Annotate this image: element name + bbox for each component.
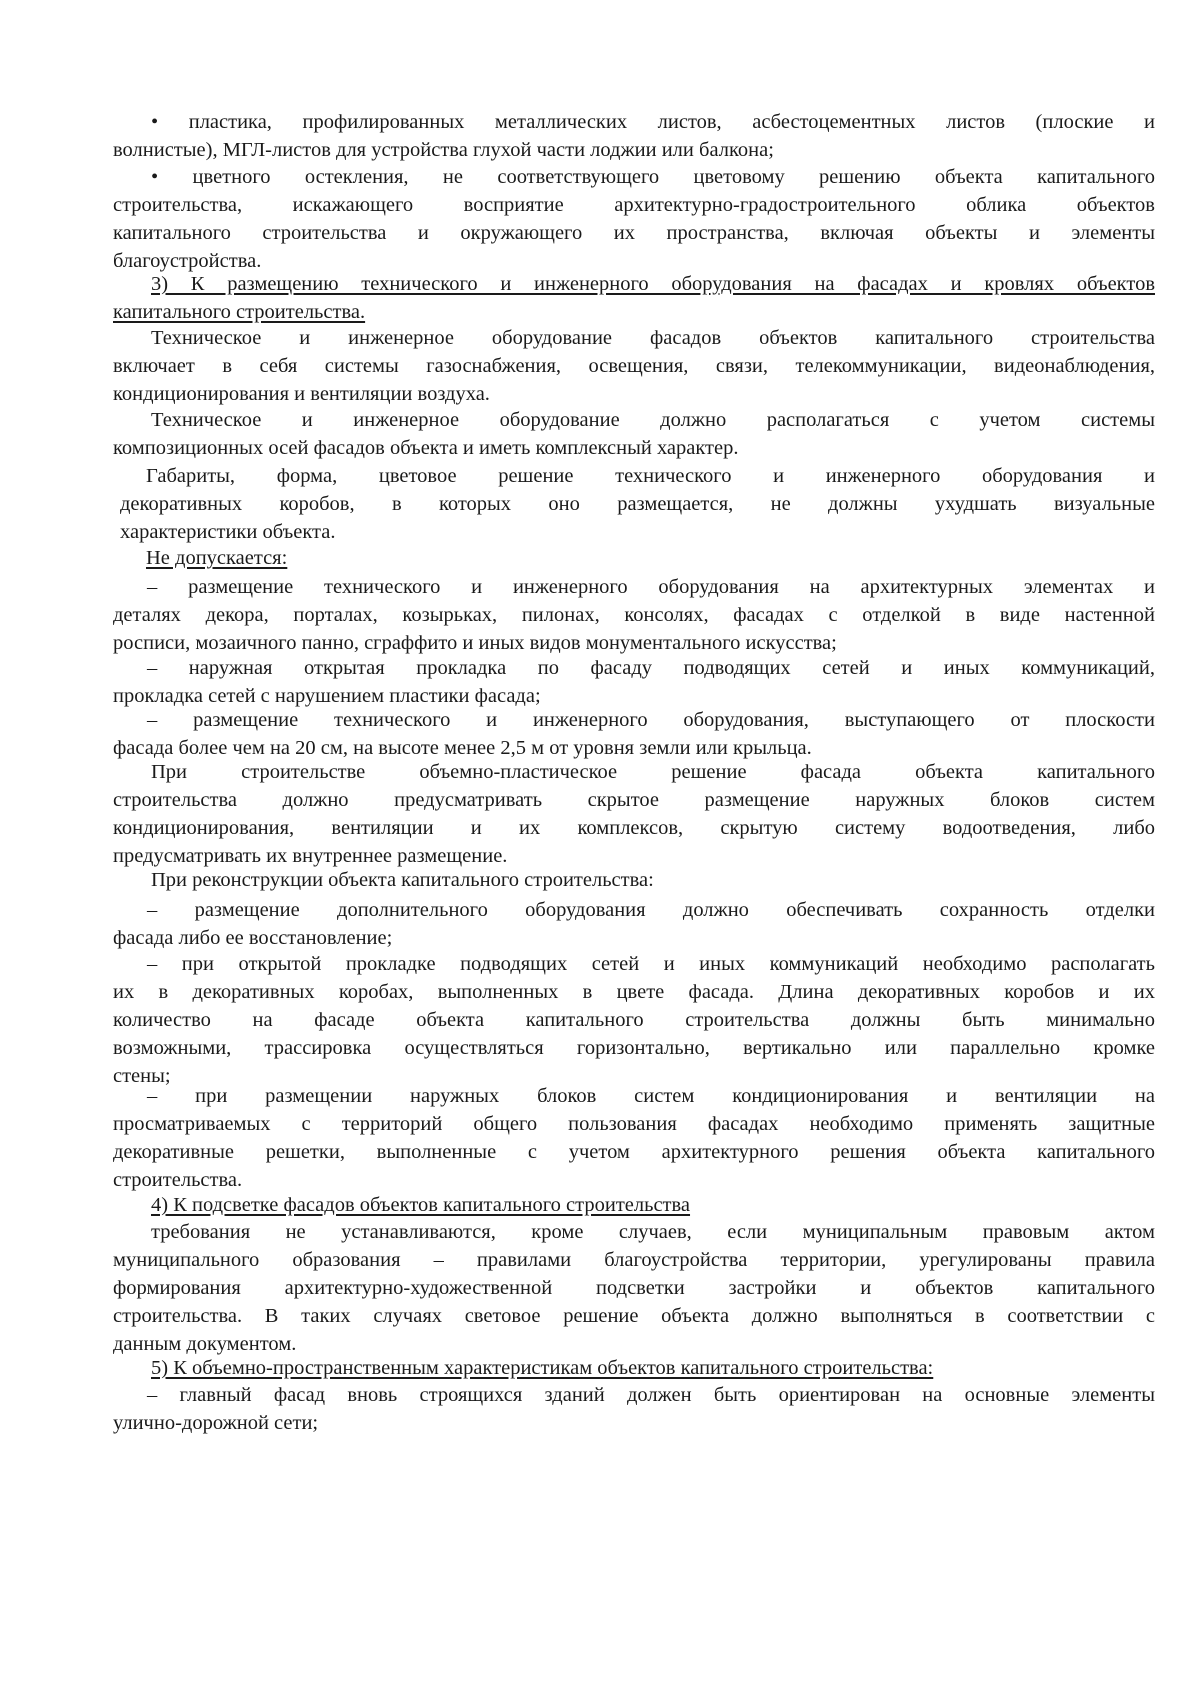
paragraph-color-glazing-bullet: • цветного остекления, не соответствующего цветовому решению объекта капитального строительства, искажающего восприятие архитектурно-градостроительного облика объектов капитального строительства и окружающего их пространства, включая объекты и элементы благоустройства. — [113, 166, 1155, 272]
list-item-protective-grilles: – при размещении наружных блоков систем кондиционирования и вентиляции на просматриваемых с территорий общего пользования фасадах необходимо применять защитные декоративные решетки, выполненные с учетом архитектурного решения объекта капитального строительства. — [113, 1085, 1155, 1191]
list-item-decorative-boxes: – при открытой прокладке подводящих сетей и иных коммуникаций необходимо располагать их в декоративных коробах, выполненных в цвете фасада. Длина декоративных коробов и их количество на фасаде объекта капитального строительства должны быть минимально возможными, трассировка осуществляться горизонтально, вертикально или параллельно кромке стены; — [113, 953, 1155, 1087]
not-allowed-heading: Не допускается: — [146, 547, 288, 569]
paragraph-reconstruction: При реконструкции объекта капитального строительства: — [151, 869, 654, 891]
paragraph-dimensions: Габариты, форма, цветовое решение технического и инженерного оборудования и декоративных коробов, в которых оно размещается, не должны ухудшать визуальные характеристики объекта. — [120, 465, 1155, 543]
list-item-decor-placement: – размещение технического и инженерного оборудования на архитектурных элементах и деталях декора, порталах, козырьках, пилонах, консолях, фасадах с отделкой в виде настенной росписи, мозаичного панно, сграффито и иных видов монументального искусства; — [113, 576, 1155, 654]
paragraph-plastic-bullet: • пластика, профилированных металлических листов, асбестоцементных листов (плоские и волнистые), МГЛ-листов для устройства глухой части лоджии или балкона; — [113, 111, 1155, 161]
section-heading-4: 4) К подсветке фасадов объектов капитального строительства — [151, 1194, 691, 1216]
list-item-main-facade: – главный фасад вновь строящихся зданий должен быть ориентирован на основные элементы улично-дорожной сети; — [113, 1384, 1155, 1434]
list-item-additional-equipment: – размещение дополнительного оборудования должно обеспечивать сохранность отделки фасада либо ее восстановление; — [113, 899, 1155, 949]
section-heading-5: 5) К объемно-пространственным характеристикам объектов капитального строительства: — [151, 1357, 934, 1379]
list-item-open-routing: – наружная открытая прокладка по фасаду подводящих сетей и иных коммуникаций, прокладка сетей с нарушением пластики фасада; — [113, 657, 1155, 707]
list-item-protrusion: – размещение технического и инженерного оборудования, выступающего от плоскости фасада более чем на 20 см, на высоте менее 2,5 м от уровня земли или крыльца. — [113, 709, 1155, 759]
paragraph-construction: При строительстве объемно-пластическое решение фасада объекта капитального строительства должно предусматривать скрытое размещение наружных блоков систем кондиционирования, вентиляции и их комплексов, скрытую систему водоотведения, либо предусматривать их внутреннее размещение. — [113, 761, 1155, 867]
section-heading-3: 3) К размещению технического и инженерного оборудования на фасадах и кровлях объектов капитального строительства. — [113, 273, 1155, 323]
paragraph-lighting: требования не устанавливаются, кроме случаев, если муниципальным правовым актом муниципального образования – правилами благоустройства территории, урегулированы правила формирования архитектурно-художественной подсветки застройки и объектов капитального строительства. В таких случаях световое решение объекта должно выполняться в соответствии с данным документом. — [113, 1221, 1155, 1355]
paragraph-equipment-definition: Техническое и инженерное оборудование фасадов объектов капитального строительства включает в себя системы газоснабжения, освещения, связи, телекоммуникации, видеонаблюдения, кондиционирования и вентиляции воздуха. — [113, 327, 1155, 405]
paragraph-equipment-placement: Техническое и инженерное оборудование должно располагаться с учетом системы композиционных осей фасадов объекта и иметь комплексный характер. — [113, 409, 1155, 459]
